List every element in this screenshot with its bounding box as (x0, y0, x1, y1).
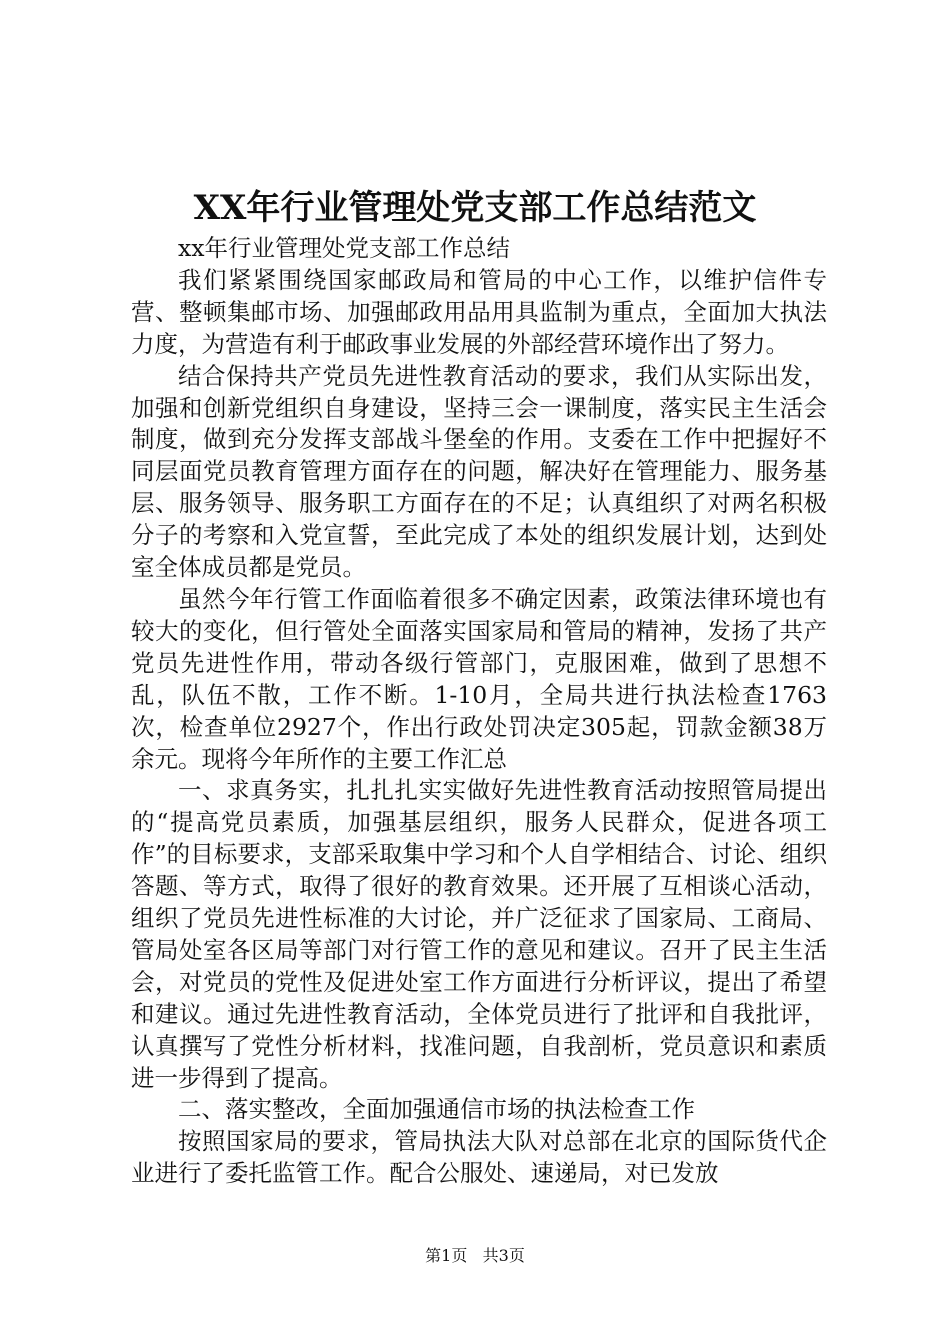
paragraph-intro: 我们紧紧围绕国家邮政局和管局的中心工作，以维护信件专营、整顿集邮市场、加强邮政用品用具监制为重点，全面加大执法力度，为营造有利于邮政事业发展的外部经营环境作出了努力。 (131, 265, 827, 358)
paragraph-section-one: 一、求真务实，扎扎扎实实做好先进性教育活动按照管局提出的“提高党员素质，加强基层组织，服务人民群众，促进各项工作”的目标要求，支部采取集中学习和个人自学相结合、讨论、组织答题、等方式，取得了很好的教育效果。还开展了互相谈心活动，组织了党员先进性标准的大讨论，并广泛征求了国家局、工商局、管局处室各区局等部门对行管工作的意见和建议。召开了民主生活会，对党员的党性及促进处室工作方面进行分析评议，提出了希望和建议。通过先进性教育活动，全体党员进行了批评和自我批评，认真撰写了党性分析材料，找准问题，自我剖析，党员意识和素质进一步得到了提高。 (131, 776, 827, 1092)
document-title: XX年行业管理处党支部工作总结范文 (193, 188, 757, 228)
section-two-heading: 二、落实整改，全面加强通信市场的执法检查工作 (178, 1095, 695, 1124)
paragraph-section-two: 按照国家局的要求，管局执法大队对总部在北京的国际货代企业进行了委托监管工作。配合公服处、速递局，对已发放 (131, 1127, 827, 1188)
page-separator (472, 1246, 477, 1265)
document-body (131, 233, 827, 1190)
page-number: 第1页 (425, 1246, 468, 1265)
paragraph-party-building: 结合保持共产党员先进性教育活动的要求，我们从实际出发，加强和创新党组织自身建设，坚持三会一课制度，落实民主生活会制度，做到充分发挥支部战斗堡垒的作用。支委在工作中把握好不同层面党员教育管理方面存在的问题，解决好在管理能力、服务基层、服务领导、服务职工方面存在的不足；认真组织了对两名积极分子的考察和入党宣誓，至此完成了本处的组织发展计划，达到处室全体成员都是党员。 (131, 361, 827, 582)
document-subtitle: xx年行业管理处党支部工作总结 (178, 234, 511, 262)
page-footer (0, 1244, 950, 1268)
page-total: 共3页 (482, 1246, 525, 1265)
paragraph-annual-overview: 虽然今年行管工作面临着很多不确定因素，政策法律环境也有较大的变化，但行管处全面落实国家局和管局的精神，发扬了共产党员先进性作用，带动各级行管部门，克服困难，做到了思想不乱，队伍不散，工作不断。1-10月，全局共进行执法检查1763次，检查单位2927个，作出行政处罚决定305起，罚款金额38万余元。现将今年所作的主要工作汇总 (131, 584, 827, 773)
